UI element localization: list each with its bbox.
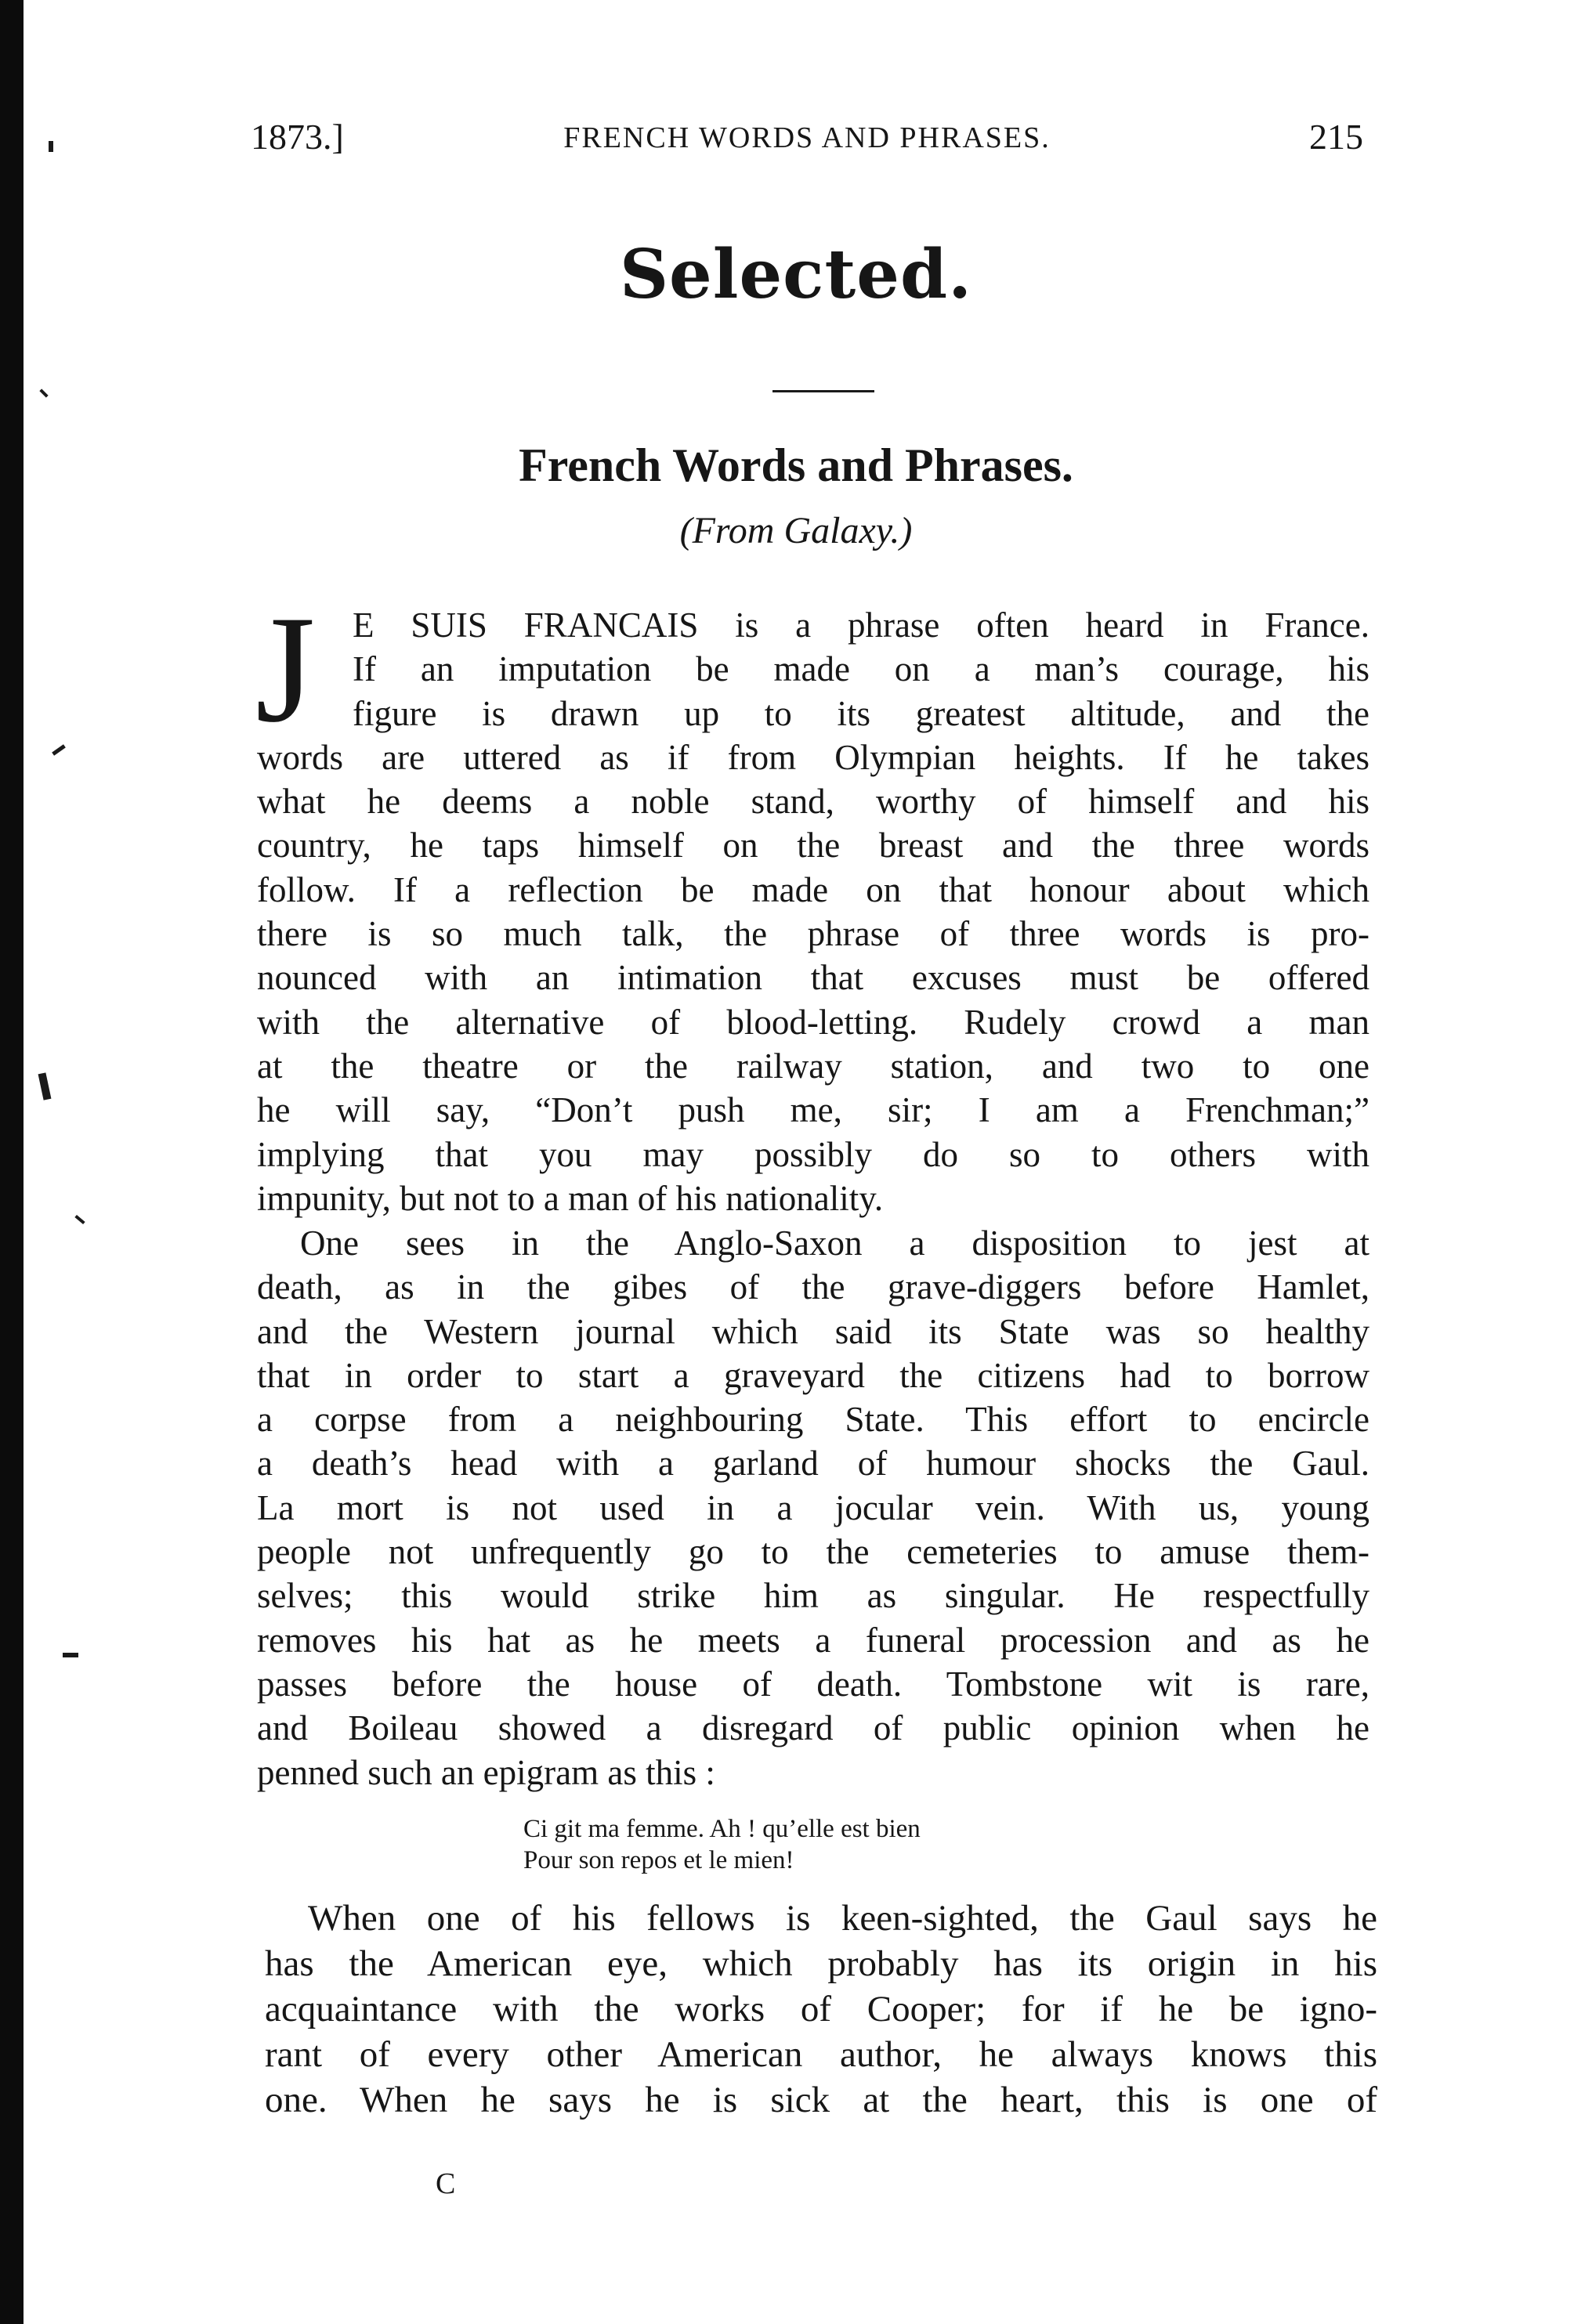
- margin-mark: [74, 1215, 85, 1224]
- text-line: death, as in the gibes of the grave-diggers before Hamlet,: [257, 1267, 1369, 1307]
- text-line: with the alternative of blood-letting. Rudely crowd a man: [257, 1002, 1369, 1042]
- text-line: La mort is not used in a jocular vein. With us, young: [257, 1487, 1369, 1527]
- epigram-verse: [523, 1813, 921, 1876]
- paragraph-2: [257, 1221, 1369, 1795]
- text-line: E SUIS FRANCAIS is a phrase often heard in France.: [353, 605, 1369, 645]
- text-line: and Boileau showed a disregard of public opinion when he: [257, 1708, 1369, 1748]
- text-line: When one of his fellows is keen-sighted, the Gaul says he: [308, 1898, 1377, 1939]
- margin-mark: [49, 141, 53, 152]
- text-line: what he deems a noble stand, worthy of himself and his: [257, 782, 1369, 822]
- text-line: figure is drawn up to its greatest altitude, and the: [353, 693, 1369, 733]
- verse-line: Pour son repos et le mien!: [523, 1846, 794, 1874]
- text-line: has the American eye, which probably has its origin in his: [265, 1943, 1377, 1984]
- text-line: and the Western journal which said its State was so healthy: [257, 1311, 1369, 1351]
- paragraph-1: [255, 584, 1369, 1220]
- text-line: one. When he says he is sick at the heart, this is one of: [265, 2080, 1377, 2120]
- article-source: (From Galaxy.): [679, 510, 913, 551]
- paragraph-3: [265, 1896, 1377, 2123]
- margin-mark: [52, 744, 66, 755]
- margin-mark: [63, 1653, 78, 1657]
- header-running-title: FRENCH WORDS AND PHRASES.: [563, 121, 1051, 154]
- header-year: 1873.]: [251, 117, 344, 157]
- text-line: selves; this would strike him as singular. He respectfully: [257, 1576, 1369, 1616]
- drop-cap: J: [255, 584, 316, 754]
- text-line: words are uttered as if from Olympian heights. If he takes: [257, 737, 1369, 777]
- margin-mark: [39, 389, 48, 397]
- text-line: people not unfrequently go to the cemeteries to amuse them-: [257, 1532, 1369, 1572]
- text-line: If an imputation be made on a man’s courage, his: [353, 649, 1369, 689]
- text-line: implying that you may possibly do so to others with: [257, 1134, 1369, 1174]
- margin-mark: [38, 1072, 52, 1100]
- text-line: rant of every other American author, he always knows this: [265, 2034, 1377, 2075]
- heading-rule: [772, 390, 874, 392]
- text-line: nounced with an intimation that excuses must be offered: [257, 958, 1369, 998]
- verse-line: Ci git ma femme. Ah ! qu’elle est bien: [523, 1815, 921, 1843]
- text-line: he will say, “Don’t push me, sir; I am a Frenchman;”: [257, 1090, 1369, 1130]
- signature-mark: C: [436, 2167, 456, 2200]
- section-heading: Selected.: [619, 235, 973, 314]
- text-line: penned such an epigram as this :: [257, 1752, 715, 1792]
- text-line: that in order to start a graveyard the citizens had to borrow: [257, 1355, 1369, 1395]
- text-line: a death’s head with a garland of humour shocks the Gaul.: [257, 1444, 1369, 1484]
- text-line: there is so much talk, the phrase of three words is pro-: [257, 914, 1369, 954]
- text-line: follow. If a reflection be made on that honour about which: [257, 869, 1369, 909]
- text-line: impunity, but not to a man of his nationality.: [257, 1178, 884, 1218]
- article-title: French Words and Phrases.: [519, 439, 1073, 491]
- page-number: 215: [1309, 117, 1363, 157]
- text-line: a corpse from a neighbouring State. This effort to encircle: [257, 1400, 1369, 1440]
- text-line: country, he taps himself on the breast and the three words: [257, 826, 1369, 866]
- text-line: passes before the house of death. Tombstone wit is rare,: [257, 1664, 1369, 1704]
- running-header: [251, 116, 1363, 171]
- text-line: acquaintance with the works of Cooper; for if he be igno-: [265, 1989, 1377, 2029]
- page-binding-edge: [0, 0, 24, 2324]
- text-line: One sees in the Anglo-Saxon a disposition to jest at: [300, 1223, 1369, 1263]
- text-line: removes his hat as he meets a funeral procession and as he: [257, 1620, 1369, 1660]
- text-line: at the theatre or the railway station, and two to one: [257, 1046, 1369, 1086]
